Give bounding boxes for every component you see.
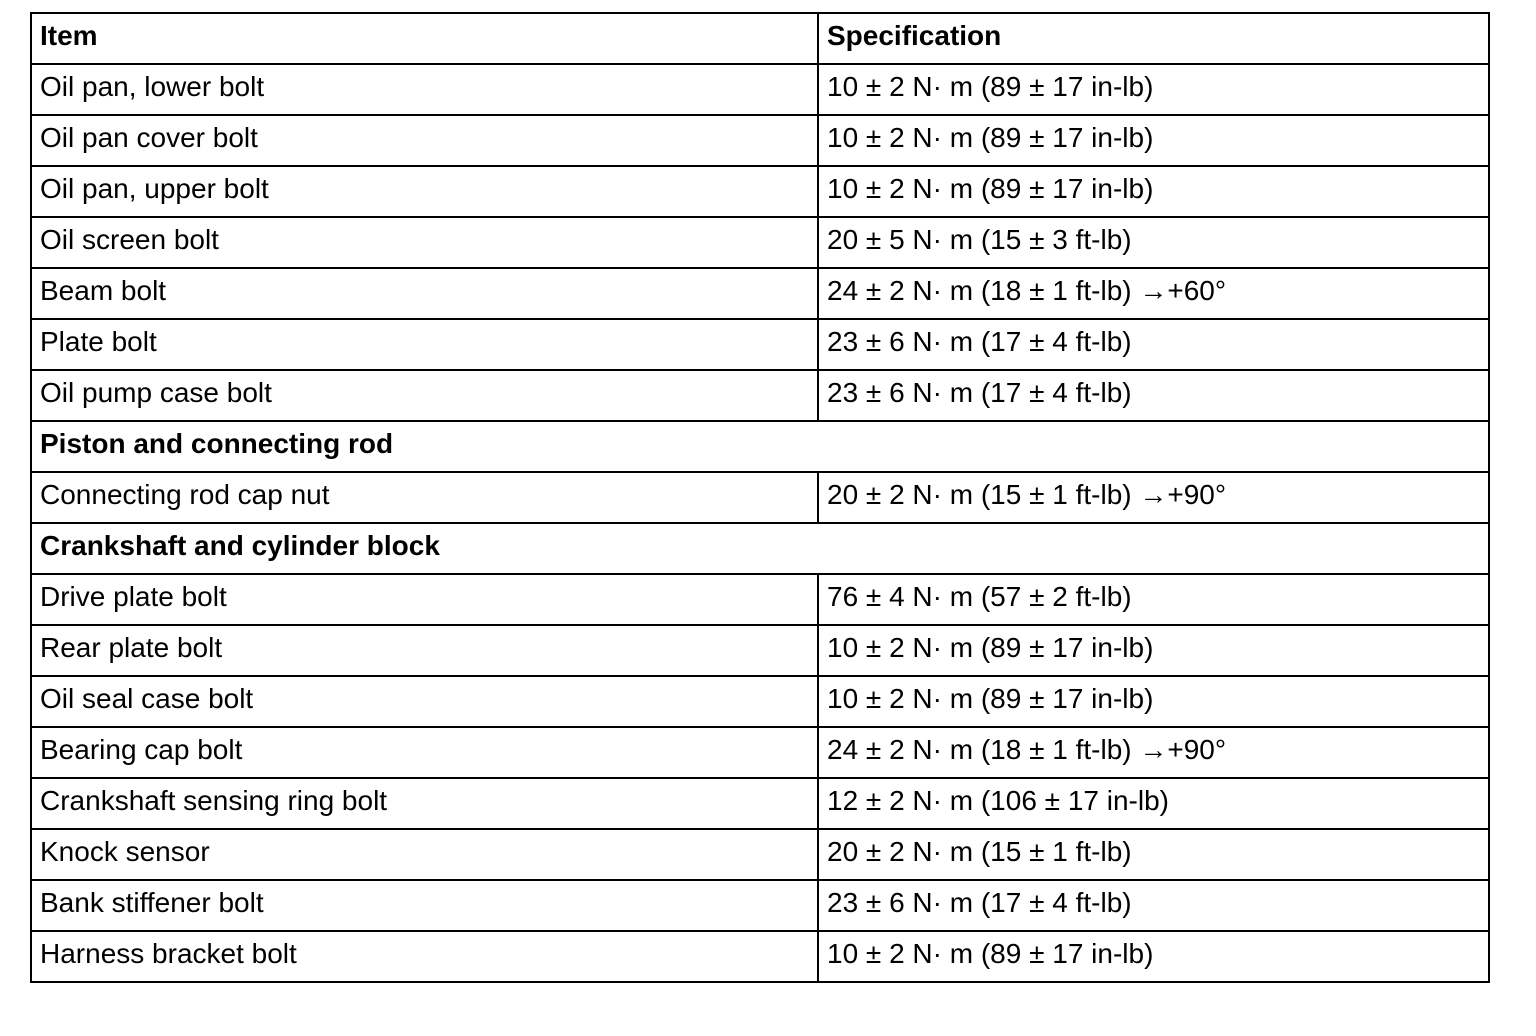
item-name: Oil screen bolt <box>40 224 219 255</box>
specification-cell <box>818 880 1489 931</box>
table-row <box>31 676 1489 727</box>
item-name: Oil pan cover bolt <box>40 122 258 153</box>
header-specification <box>818 13 1489 64</box>
specification-value: 23 ± 6 N· m (17 ± 4 ft-lb) <box>827 887 1132 918</box>
item-name: Plate bolt <box>40 326 157 357</box>
specification-cell <box>818 574 1489 625</box>
header-item-label: Item <box>40 20 98 51</box>
specification-cell <box>818 268 1489 319</box>
section-title: Crankshaft and cylinder block <box>40 530 440 561</box>
item-cell <box>31 370 818 421</box>
section-title: Piston and connecting rod <box>40 428 394 459</box>
torque-spec-table <box>30 12 1490 983</box>
item-name: Connecting rod cap nut <box>40 479 330 510</box>
specification-cell <box>818 115 1489 166</box>
table-header-row <box>31 13 1489 64</box>
item-cell <box>31 472 818 523</box>
specification-cell <box>818 625 1489 676</box>
specification-cell <box>818 472 1489 523</box>
specification-value: 76 ± 4 N· m (57 ± 2 ft-lb) <box>827 581 1132 612</box>
item-cell <box>31 268 818 319</box>
item-cell <box>31 319 818 370</box>
specification-cell <box>818 727 1489 778</box>
specification-cell <box>818 217 1489 268</box>
table-row <box>31 880 1489 931</box>
specification-value: 20 ± 2 N· m (15 ± 1 ft-lb) →+90° <box>827 479 1227 510</box>
table-body <box>31 64 1489 982</box>
item-name: Oil pan, lower bolt <box>40 71 265 102</box>
specification-value: 10 ± 2 N· m (89 ± 17 in-lb) <box>827 683 1154 714</box>
item-cell <box>31 931 818 982</box>
table-row <box>31 472 1489 523</box>
table-row <box>31 574 1489 625</box>
specification-cell <box>818 319 1489 370</box>
specification-value: 20 ± 2 N· m (15 ± 1 ft-lb) <box>827 836 1132 867</box>
table-row <box>31 166 1489 217</box>
specification-value: 23 ± 6 N· m (17 ± 4 ft-lb) <box>827 326 1132 357</box>
section-header-row <box>31 523 1489 574</box>
table-row <box>31 319 1489 370</box>
header-specification-label: Specification <box>827 20 1002 51</box>
specification-value: 10 ± 2 N· m (89 ± 17 in-lb) <box>827 173 1154 204</box>
item-name: Harness bracket bolt <box>40 938 297 969</box>
item-name: Oil pan, upper bolt <box>40 173 269 204</box>
item-name: Crankshaft sensing ring bolt <box>40 785 388 816</box>
section-title-cell <box>31 523 1489 574</box>
table-row <box>31 268 1489 319</box>
specification-cell <box>818 829 1489 880</box>
item-name: Oil seal case bolt <box>40 683 254 714</box>
header-item <box>31 13 818 64</box>
item-cell <box>31 880 818 931</box>
table-row <box>31 217 1489 268</box>
item-cell <box>31 625 818 676</box>
table-row <box>31 64 1489 115</box>
item-cell <box>31 64 818 115</box>
section-header-row <box>31 421 1489 472</box>
section-title-cell <box>31 421 1489 472</box>
item-cell <box>31 574 818 625</box>
specification-value: 12 ± 2 N· m (106 ± 17 in-lb) <box>827 785 1169 816</box>
item-cell <box>31 727 818 778</box>
specification-value: 10 ± 2 N· m (89 ± 17 in-lb) <box>827 71 1154 102</box>
item-name: Drive plate bolt <box>40 581 227 612</box>
specification-cell <box>818 931 1489 982</box>
item-cell <box>31 676 818 727</box>
item-name: Bearing cap bolt <box>40 734 243 765</box>
item-cell <box>31 829 818 880</box>
table-row <box>31 778 1489 829</box>
item-name: Oil pump case bolt <box>40 377 272 408</box>
item-cell <box>31 166 818 217</box>
item-name: Knock sensor <box>40 836 210 867</box>
specification-cell <box>818 370 1489 421</box>
specification-value: 10 ± 2 N· m (89 ± 17 in-lb) <box>827 632 1154 663</box>
specification-cell <box>818 676 1489 727</box>
item-cell <box>31 217 818 268</box>
table-row <box>31 625 1489 676</box>
specification-cell <box>818 64 1489 115</box>
table-row <box>31 931 1489 982</box>
item-name: Bank stiffener bolt <box>40 887 264 918</box>
specification-value: 20 ± 5 N· m (15 ± 3 ft-lb) <box>827 224 1132 255</box>
specification-value: 24 ± 2 N· m (18 ± 1 ft-lb) →+90° <box>827 734 1227 765</box>
table-row <box>31 115 1489 166</box>
item-cell <box>31 115 818 166</box>
table-row <box>31 370 1489 421</box>
item-name: Beam bolt <box>40 275 167 306</box>
specification-cell <box>818 166 1489 217</box>
specification-value: 10 ± 2 N· m (89 ± 17 in-lb) <box>827 938 1154 969</box>
table-row <box>31 727 1489 778</box>
item-cell <box>31 778 818 829</box>
item-name: Rear plate bolt <box>40 632 223 663</box>
specification-cell <box>818 778 1489 829</box>
specification-value: 24 ± 2 N· m (18 ± 1 ft-lb) →+60° <box>827 275 1227 306</box>
table-row <box>31 829 1489 880</box>
specification-value: 10 ± 2 N· m (89 ± 17 in-lb) <box>827 122 1154 153</box>
specification-value: 23 ± 6 N· m (17 ± 4 ft-lb) <box>827 377 1132 408</box>
